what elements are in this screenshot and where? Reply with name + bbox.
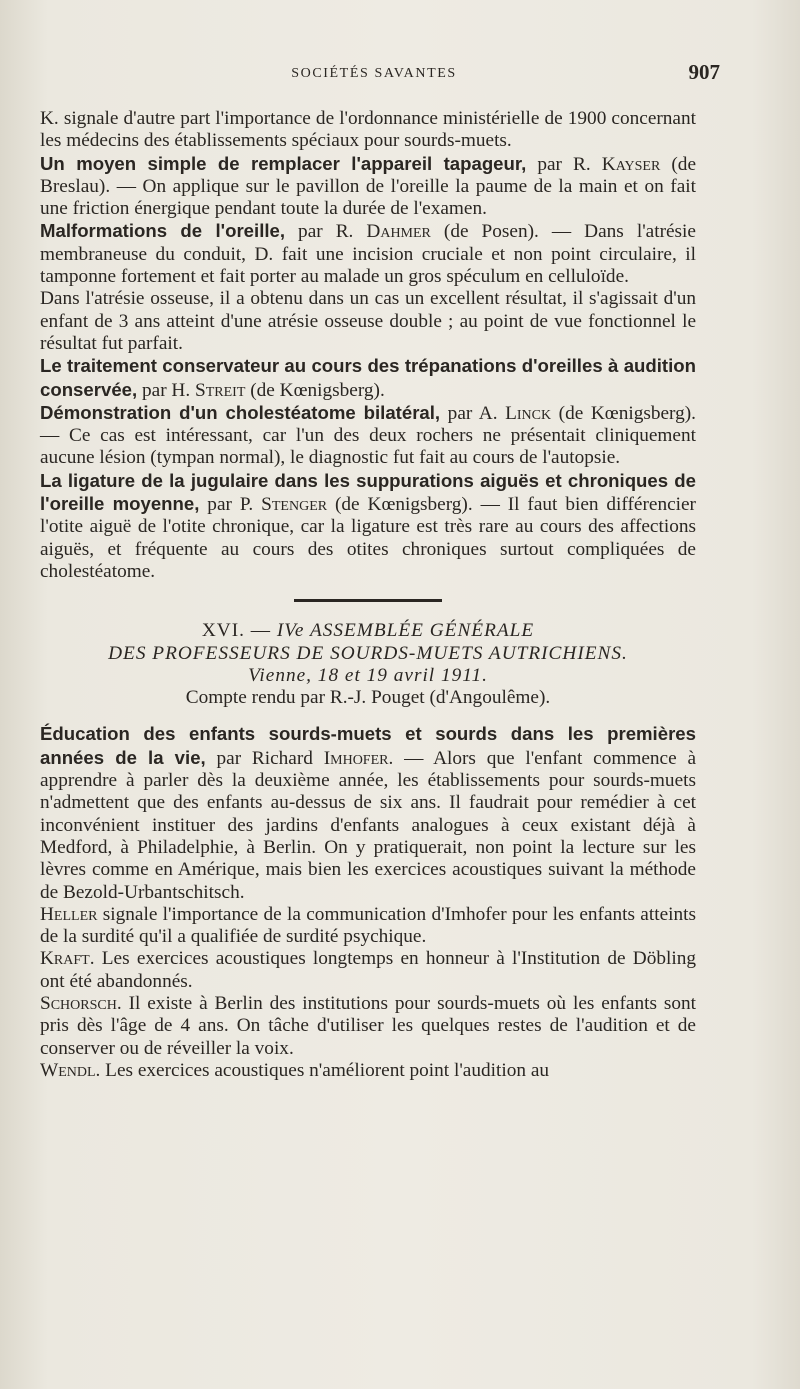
section-heading <box>40 620 696 687</box>
paragraph-heller <box>40 904 696 949</box>
author-name: Linck <box>505 402 552 424</box>
abstract-text: . Les exercices acoustiques n'améliorent point l'audition au <box>95 1059 550 1081</box>
author-name: Imhofer <box>323 747 389 769</box>
section-date: Vienne, 18 et 19 avril 1911. <box>248 664 488 686</box>
page-header <box>40 60 720 90</box>
abstract-title: Malformations de l'oreille, <box>40 220 286 242</box>
abstract-text: (de Breslau). — On applique sur le pavillon de l'oreille la paume de la main et on fait une friction énergique pendant toute la durée de l'examen. <box>40 153 696 220</box>
paragraph-stenger <box>40 470 696 583</box>
abstract-title: Un moyen simple de remplacer l'appareil tapageur, <box>40 152 527 174</box>
paragraph-linck <box>40 402 696 470</box>
paragraph-atresie-osseuse: Dans l'atrésie osseuse, il a obtenu dans un cas un excellent résultat, il s'agissait d'un enfant de 3 ans atteint d'une atrésie osseuse double ; au point de vue fonctionnel le résultat fut parfait. <box>40 288 696 354</box>
abstract-text: . Il existe à Berlin des institutions pour sourds-muets où les enfants sont pris dès l'âge de 4 ans. On tâche d'utiliser les quelques restes de l'audition et de conserver ou de réveiller la voix. <box>40 992 696 1059</box>
byline: par R. <box>526 153 602 175</box>
page-number: 907 <box>688 60 720 84</box>
paragraph-schorsch <box>40 993 696 1060</box>
section-title-line2: DES PROFESSEURS DE SOURDS-MUETS AUTRICHIENS. <box>108 642 628 664</box>
abstract-title: Le traitement conservateur au cours des trépanations d'oreilles à audition conservée, <box>40 355 696 400</box>
byline: par A. <box>440 402 506 424</box>
section-number: XVI. — <box>201 620 277 642</box>
abstract-title: Éducation des enfants sourds-muets et sourds dans les premières années de la vie, <box>40 723 696 768</box>
section-title-line1: IVe ASSEMBLÉE GÉNÉRALE <box>276 620 535 642</box>
paragraph-imhofer <box>40 723 696 903</box>
abstract-text: (de Posen). — Dans l'atrésie membraneuse du conduit, D. fait une incision cruciale et non point circulaire, il tamponne fortement et fait porter au malade un gros spéculum en celluloïde. <box>40 221 696 288</box>
abstract-title: Démonstration d'un cholestéatome bilatéral, <box>40 401 441 423</box>
author-name: Stenger <box>261 494 328 516</box>
paragraph-kraft <box>40 948 696 993</box>
section-divider <box>294 599 442 602</box>
byline: par P. <box>199 494 262 516</box>
abstract-text: (de Kœnigsberg). — Il faut bien différencier l'otite aiguë de l'otite chronique, car la ligature est très rare au cours des affections aiguës, et fréquente au cours des otites chroniques surtout compliquées de cholestéatome. <box>40 494 696 582</box>
paragraph-dahmer <box>40 220 696 288</box>
abstract-title: La ligature de la jugulaire dans les suppurations aiguës et chroniques de l'oreille moyenne, <box>40 469 696 515</box>
section-heading-line1 <box>40 620 696 642</box>
abstract-text: (de Kœnigsberg). — Ce cas est intéressant, car l'un des deux rochers ne présentait cliniquement aucune lésion (tympan normal), le diagnostic fut fait au cours de l'autopsie. <box>40 402 697 469</box>
byline: par Richard <box>205 747 324 769</box>
abstract-text: (de Kœnigsberg). <box>245 379 385 401</box>
author-name: Dahmer <box>366 221 431 243</box>
abstract-text: . Les exercices acoustiques longtemps en honneur à l'Institution de Döbling ont été abandonnés. <box>40 948 696 992</box>
page-body <box>40 108 696 1082</box>
paragraph-streit <box>40 355 696 402</box>
abstract-text: signale l'importance de la communication d'Imhofer pour les enfants atteints de la surdité qu'il a qualifiée de surdité psychique. <box>40 903 696 948</box>
running-title: SOCIÉTÉS SAVANTES <box>291 66 457 81</box>
paragraph-kayser <box>40 153 696 221</box>
author-name: Streit <box>195 379 246 401</box>
byline: par R. <box>285 221 367 243</box>
report-line: Compte rendu par R.-J. Pouget (d'Angoulême). <box>185 687 551 709</box>
author-name: Wendl <box>40 1059 96 1081</box>
author-name: Kraft <box>40 948 90 970</box>
byline: par H. <box>137 379 195 401</box>
paragraph-wendl <box>40 1060 696 1082</box>
author-name: Heller <box>40 903 98 925</box>
paragraph-ordonnance: K. signale d'autre part l'importance de l'ordonnance ministérielle de 1900 concernant les médecins des établissements spéciaux pour sourds-muets. <box>40 108 696 152</box>
author-name: Kayser <box>601 153 661 175</box>
abstract-text: . — Alors que l'enfant commence à apprendre à parler dès la deuxième année, les établissements pour sourds-muets n'admettent que des enfants au-dessus de six ans. Il faudrait pour remédier à cet inconvénient instituer des jardins d'enfants analogues à ceux existant déjà à Medford, à Philadelphie, à Berlin. On y pratiquerait, non point la lecture sur les lèvres comme en Amérique, mais bien les exercices acoustiques suivant la méthode de Bezold-Urbantschitsch. <box>40 747 696 903</box>
author-name: Schorsch <box>40 992 117 1014</box>
